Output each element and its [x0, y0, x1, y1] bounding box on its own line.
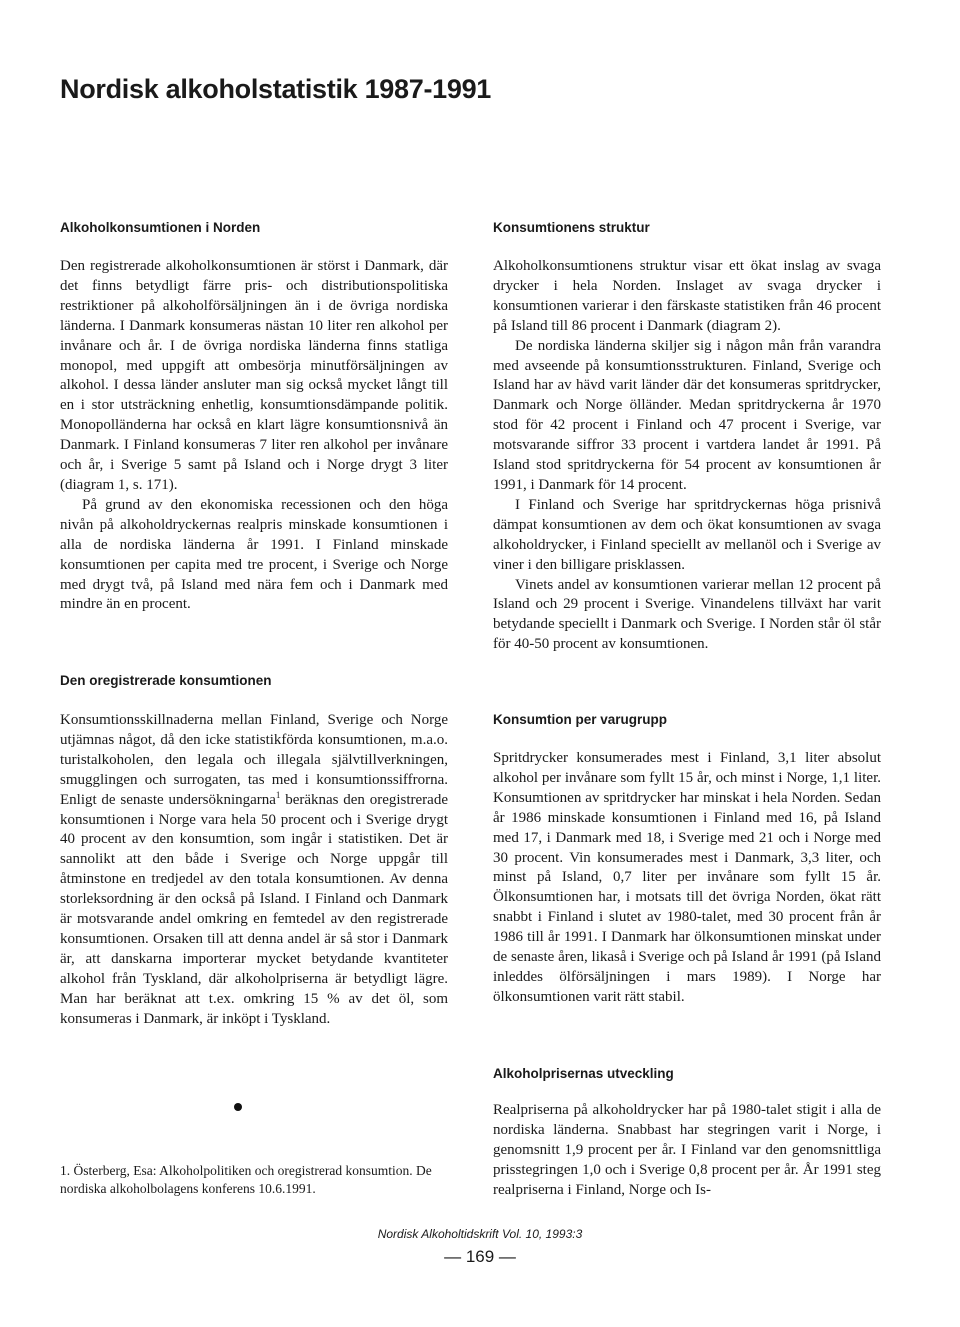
- paragraph-text: Konsumtionsskillnaderna mellan Finland, Sverige och Norge utjämnas något, då den icke statistikförda konsumtionen, m.a.o. turistalkoholen, den legala och illegala självtillverkningen, smugglingen och surrogaten, tas med i konsumtionssiffrorna. Enligt de senaste undersökningarna: [60, 712, 448, 808]
- left-column-lower: [60, 673, 448, 1030]
- journal-citation: Nordisk Alkoholtidskrift Vol. 10, 1993:3: [377, 1227, 583, 1241]
- paragraph: [60, 711, 448, 1030]
- paragraph: Den registrerade alkoholkonsumtionen är störst i Danmark, där det finns betydligt färre pris- och distributionspolitiska restriktioner på alkoholförsäljningen än i de övriga nordiska länderna. I Danmark konsumeras nästan 10 liter ren alkohol per invånare och år. I de övriga nordiska länderna finns statliga monopol, med uppgift att ombesörja minutförsäljningen av alkohol. I dessa länder ansluter man sig också mycket långt till en i stor utsträckning enhetlig, konsumtionsdämpande politik. Monopolländerna har också en klart lägre konsumtionsnivå än Danmark. I Finland konsumeras 7 liter ren alkohol per invånare och år, i Sverige 5 samt på Island och i Norge drygt 3 liter (diagram 1, s. 171).: [60, 258, 448, 493]
- left-column: [60, 220, 448, 615]
- section-heading-struktur: Konsumtionens struktur: [493, 220, 650, 235]
- page-number: — 169 —: [444, 1247, 516, 1266]
- paragraph: De nordiska länderna skiljer sig i någon mån från varandra med avseende på konsumtionsstrukturen. Finland, Sverige och Island har av hävd varit länder där det konsumeras spritdrycker, Danmark och Norge ölländer. Medan spritdryckerna år 1970 stod för 42 procent i Finland och 47 procent i Sverige, var motsvarande siffror 33 procent i vartdera landet år 1991. På Island stod spritdryckerna för 54 procent av konsumtionen år 1991, i Danmark för 14 procent.: [493, 337, 881, 493]
- bullet-dot: [234, 1103, 242, 1111]
- section-heading-priser: Alkoholprisernas utveckling: [493, 1066, 674, 1081]
- page-title: Nordisk alkoholstatistik 1987-1991: [60, 74, 492, 104]
- footnote-marker: 1: [275, 789, 281, 800]
- section-heading-oregistrerade: Den oregistrerade konsumtionen: [60, 673, 272, 688]
- section-heading-konsumtion-norden: Alkoholkonsumtionen i Norden: [60, 220, 261, 235]
- paragraph: Vinets andel av konsumtionen varierar mellan 12 procent på Island och 29 procent i Sverige. Vinandelens tillväxt har varit betydande speciellt i Danmark och Sverige. I Norden står öl står för 40-50 procent av konsumtionen.: [493, 576, 881, 653]
- right-column-middle: [493, 712, 881, 1008]
- paragraph-text: beräknas den oregistrerade konsumtionen i Norge vara hela 50 procent och i Sverige drygt 40 procent av den konsumtion, som ingår i statistiken. Det är sannolikt att den både i Sverige och Norge uppgår till åtminstone en tredjedel av den totala konsumtionen. Av denna storleksordning är den också på Island. I Finland och Danmark är motsvarande andel omkring en femtedel av den registrerade konsumtionen. Orsaken till att denna andel är så stor i Danmark är, att danskarna importerar mycket betydande kvantiteter alkohol från Tyskland, där alkoholpriserna är betydligt lägre. Man har beräknat att t.ex. omkring 15 % av det öl, som konsumeras i Danmark, är inköpt i Tyskland.: [60, 791, 448, 1027]
- paragraph: Alkoholkonsumtionens struktur visar ett ökat inslag av svaga drycker i hela Norden. Inslaget av svaga drycker i konsumtionen varierar i den färskaste statistiken från 46 procent på Island till 86 procent i Danmark (diagram 2).: [493, 258, 881, 334]
- paragraph: Realpriserna på alkoholdrycker har på 1980-talet stigit i alla de nordiska länderna. Snabbast har stegringen varit i Norge, i genomsnitt 1,9 procent per år. I Finland var den genomsnittliga prisstegringen 1,0 och i Sverige 0,8 procent per år. År 1991 steg realpriserna i Finland, Norge och Is-: [493, 1102, 881, 1198]
- paragraph: Spritdrycker konsumerades mest i Finland, 3,1 liter absolut alkohol per invånare som fyllt 15 år, och minst i Norge, 1,1 liter. Konsumtionen av spritdrycker har minskat i hela Norden. Sedan år 1986 minskade konsumtionen i Finland med 16, på Island med 17, i Danmark med 18, i Sverige med 21 och i Norge med 30 procent. Vin konsumerades mest i Danmark, 3,3 liter, och minst på Island, 0,7 liter per invånare som fyllt 15 år. Ölkonsumtionen har, i motsats till det övriga Norden, ökat rätt snabbt i Finland i slutet av 1980-talet, med 30 procent från år 1986 till år 1991. I Danmark har ölkonsumtionen minskat under de senaste åren, likaså i Sverige och på Island år 1991 (på Island inleddes ölförsäljningen i mars 1989). I Norge har ölkonsumtionen varit rätt stabil.: [493, 750, 881, 1005]
- paragraph: I Finland och Sverige har spritdryckernas höga prisnivå dämpat konsumtionen av dem och ökat konsumtionen av svaga alkoholdrycker, i Finland speciellt av mellanöl och i Sverige av viner i den billigare prisklassen.: [493, 496, 881, 573]
- paragraph: På grund av den ekonomiska recessionen och den höga nivån på alkoholdryckernas realpris minskade konsumtionen i alla de nordiska länderna år 1991. I Finland minskade konsumtionen per capita med tre procent, i Sverige och Norge med drygt två, på Island med nära fem och i Danmark med mindre än en procent.: [60, 496, 448, 613]
- footnote: 1. Österberg, Esa: Alkoholpolitiken och oregistrerad konsumtion. De nordiska alkoholbolagens konferens 10.6.1991.: [60, 1163, 432, 1196]
- right-column-lower: [493, 1066, 881, 1201]
- right-column: [493, 220, 881, 655]
- section-heading-varugrupp: Konsumtion per varugrupp: [493, 712, 668, 727]
